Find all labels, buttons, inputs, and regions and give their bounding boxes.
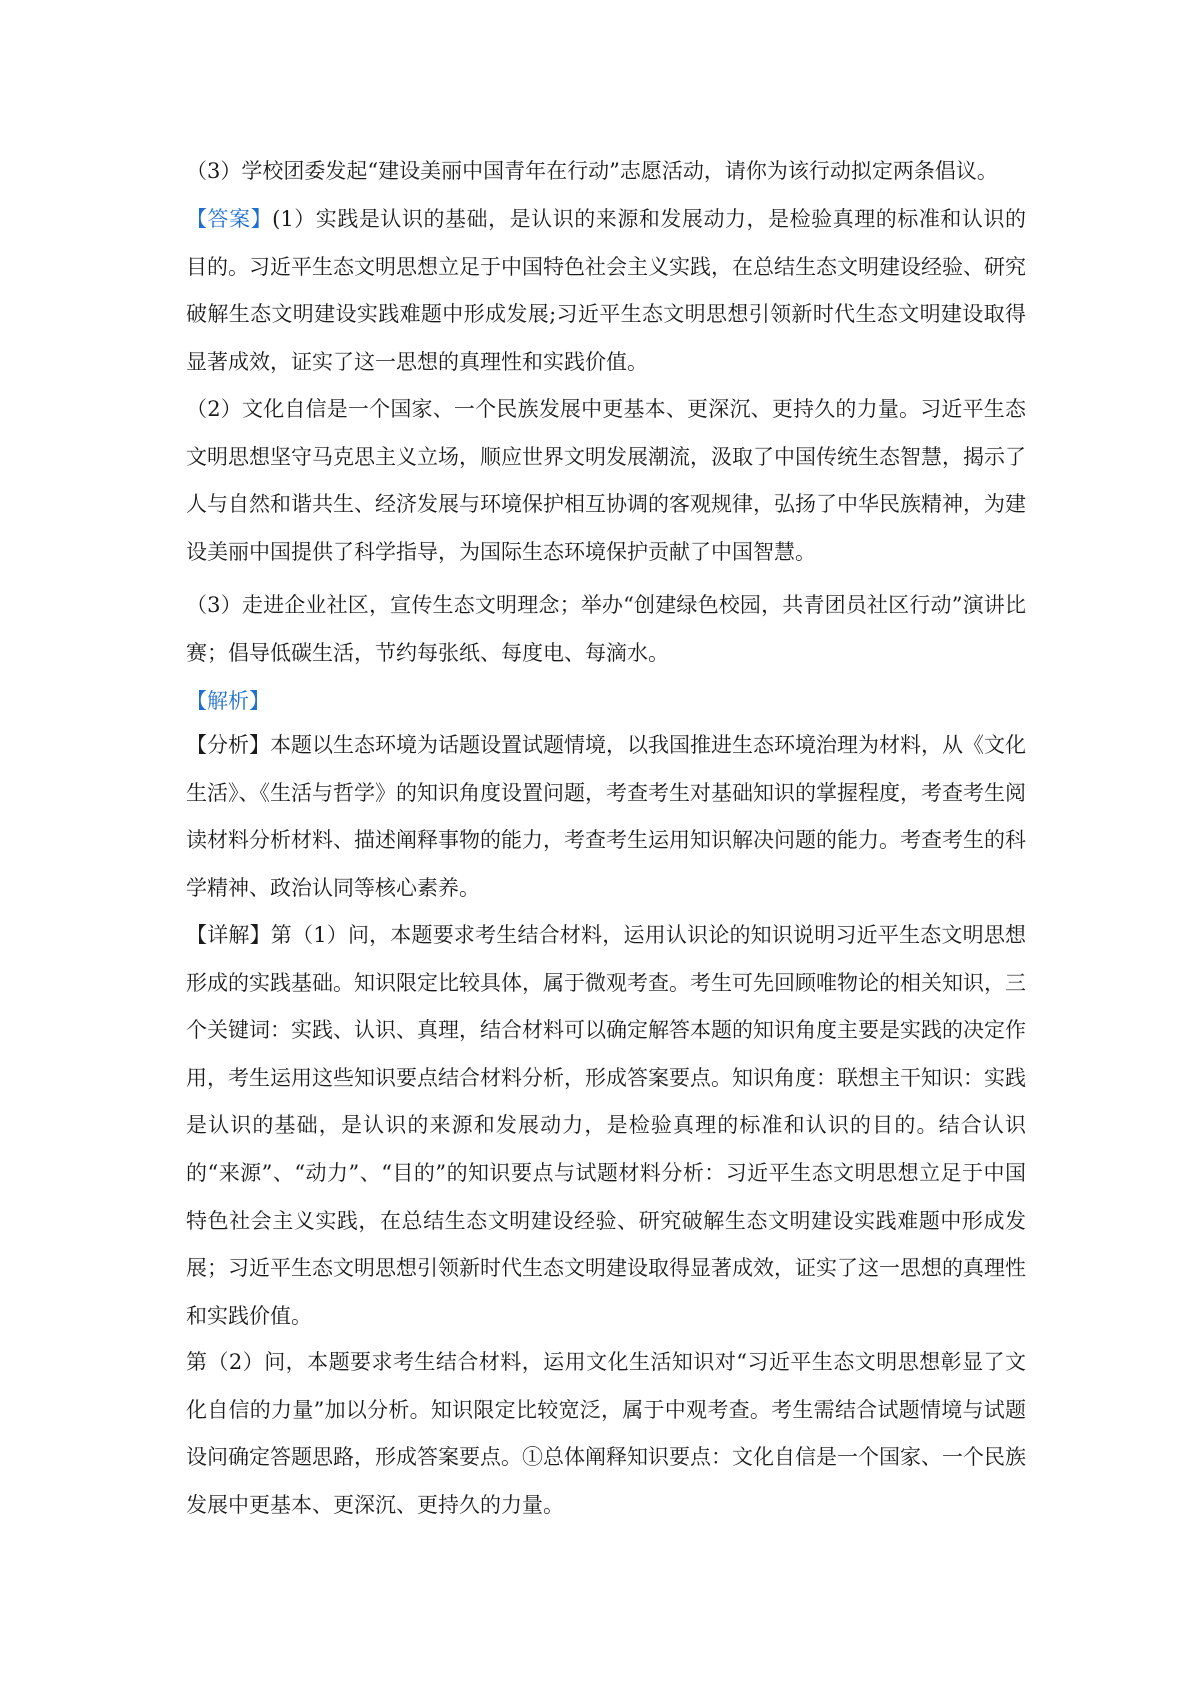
- explanation-heading-block: [186, 678, 1026, 726]
- answer-part-3-block: [186, 582, 1026, 677]
- analysis-label: 【分析】: [186, 733, 270, 757]
- analysis-text: 本题以生态环境为话题设置试题情境，以我国推进生态环境治理为材料，从《文化生活》、《生活与哲学》的知识角度设置问题，考查考生对基础知识的掌握程度，考查考生阅读材料分析材料、描述阐释事物的能力，考查考生运用知识解决问题的能力。考查考生的科学精神、政治认同等核心素养。: [186, 733, 1026, 900]
- detail-section-2: [186, 1339, 1026, 1529]
- detail-section: [186, 912, 1026, 1340]
- question-3: [186, 148, 1026, 196]
- detail-text-2: 第（2）问，本题要求考生结合材料，运用文化生活知识对“习近平生态文明思想彰显了文化自信的力量”加以分析。知识限定比较宽泛，属于中观考查。考生需结合试题情境与试题设问确定答题思路，形成答案要点。①总体阐释知识要点：文化自信是一个国家、一个民族发展中更基本、更深沉、更持久的力量。: [186, 1350, 1026, 1517]
- answer-part-2: （2）文化自信是一个国家、一个民族发展中更基本、更深沉、更持久的力量。习近平生态文明思想坚守马克思主义立场，顺应世界文明发展潮流，汲取了中国传统生态智慧，揭示了人与自然和谐共生、经济发展与环境保护相互协调的客观规律，弘扬了中华民族精神，为建设美丽中国提供了科学指导，为国际生态环境保护贡献了中国智慧。: [186, 397, 1026, 564]
- analysis-section: [186, 722, 1026, 912]
- answer-section: [186, 196, 1026, 386]
- detail-text-1: 第（1）问，本题要求考生结合材料，运用认识论的知识说明习近平生态文明思想形成的实践基础。知识限定比较具体，属于微观考查。考生可先回顾唯物论的相关知识，三个关键词：实践、认识、真理，结合材料可以确定解答本题的知识角度主要是实践的决定作用，考生运用这些知识要点结合材料分析，形成答案要点。知识角度：联想主干知识：实践是认识的基础，是认识的来源和发展动力，是检验真理的标准和认识的目的。结合认识的“来源”、“动力”、“目的”的知识要点与试题材料分析：习近平生态文明思想立足于中国特色社会主义实践，在总结生态文明建设经验、研究破解生态文明建设实践难题中形成发展；习近平生态文明思想引领新时代生态文明建设取得显著成效，证实了这一思想的真理性和实践价值。: [186, 923, 1027, 1328]
- question-3-text: （3）学校团委发起“建设美丽中国青年在行动”志愿活动，请你为该行动拟定两条倡议。: [186, 159, 998, 183]
- detail-label: 【详解】: [186, 923, 271, 947]
- explanation-tag: 【解析】: [186, 689, 270, 713]
- answer-part-2-block: [186, 386, 1026, 576]
- answer-part-1: (1）实践是认识的基础，是认识的来源和发展动力，是检验真理的标准和认识的目的。习近平生态文明思想立足于中国特色社会主义实践，在总结生态文明建设经验、研究破解生态文明建设实践难题中形成发展;习近平生态文明思想引领新时代生态文明建设取得显著成效，证实了这一思想的真理性和实践价值。: [186, 207, 1026, 374]
- answer-tag: 【答案】: [186, 207, 273, 231]
- answer-part-3: （3）走进企业社区，宣传生态文明理念；举办“创建绿色校园，共青团员社区行动”演讲比赛；倡导低碳生活，节约每张纸、每度电、每滴水。: [186, 593, 1026, 665]
